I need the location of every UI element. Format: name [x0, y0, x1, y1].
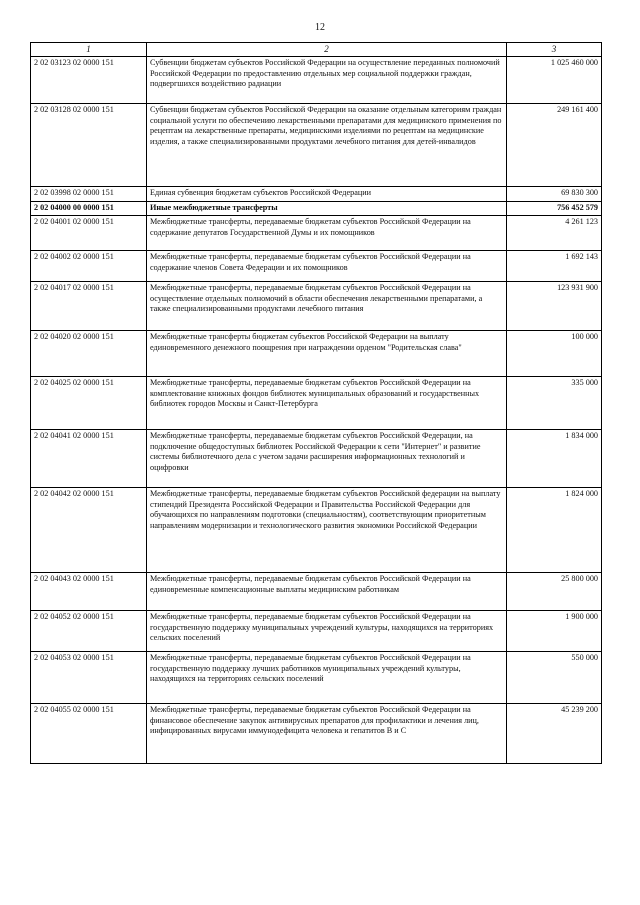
row-amount: 335 000 — [507, 377, 602, 430]
row-amount: 1 025 460 000 — [507, 57, 602, 104]
row-code: 2 02 04041 02 0000 151 — [31, 430, 147, 488]
row-amount: 249 161 400 — [507, 104, 602, 187]
row-description: Иные межбюджетные трансферты — [147, 201, 507, 216]
table-row — [31, 573, 602, 611]
row-code: 2 02 04017 02 0000 151 — [31, 282, 147, 331]
row-amount: 1 692 143 — [507, 251, 602, 282]
row-code: 2 02 04053 02 0000 151 — [31, 652, 147, 704]
row-code: 2 02 04001 02 0000 151 — [31, 216, 147, 251]
row-description: Межбюджетные трансферты, передаваемые бюджетам субъектов Российской Федерации на единовременные компенсационные выплаты медицинским работникам — [147, 573, 507, 611]
table-row — [31, 216, 602, 251]
row-code: 2 02 04020 02 0000 151 — [31, 331, 147, 377]
column-header-description: 2 — [147, 43, 507, 57]
row-amount: 25 800 000 — [507, 573, 602, 611]
row-amount: 550 000 — [507, 652, 602, 704]
row-code: 2 02 04043 02 0000 151 — [31, 573, 147, 611]
row-description: Межбюджетные трансферты, передаваемые бюджетам субъектов Российской федерации на выплату стипендий Президента Российской Федерации и Правительства Российской Федерации для обучающихся по направлениям подготовки (специальностям), соответствующим приоритетным направлениям модернизации и технологического развития экономики Российской Федерации — [147, 488, 507, 573]
table-row — [31, 488, 602, 573]
row-description: Межбюджетные трансферты бюджетам субъектов Российской Федерации на выплату единовременного денежного поощрения при награждении орденом "Родительская слава" — [147, 331, 507, 377]
budget-table — [30, 42, 602, 764]
row-amount: 1 824 000 — [507, 488, 602, 573]
row-description: Межбюджетные трансферты, передаваемые бюджетам субъектов Российской Федерации на государственную поддержку лучших работников муниципальных учреждений культуры, находящихся на территориях сельских поселений — [147, 652, 507, 704]
row-code: 2 02 04000 00 0000 151 — [31, 201, 147, 216]
row-code: 2 02 04025 02 0000 151 — [31, 377, 147, 430]
table-row — [31, 104, 602, 187]
row-amount: 123 931 900 — [507, 282, 602, 331]
table-row — [31, 430, 602, 488]
row-amount: 69 830 300 — [507, 187, 602, 202]
row-amount: 45 239 200 — [507, 704, 602, 764]
row-description: Межбюджетные трансферты, передаваемые бюджетам субъектов Российской Федерации на содержание членов Совета Федерации и их помощников — [147, 251, 507, 282]
table-row — [31, 187, 602, 202]
row-amount: 756 452 579 — [507, 201, 602, 216]
row-code: 2 02 04055 02 0000 151 — [31, 704, 147, 764]
table-row — [31, 57, 602, 104]
row-code: 2 02 04042 02 0000 151 — [31, 488, 147, 573]
row-amount: 1 834 000 — [507, 430, 602, 488]
row-code: 2 02 04002 02 0000 151 — [31, 251, 147, 282]
table-row — [31, 331, 602, 377]
row-description: Единая субвенция бюджетам субъектов Российской Федерации — [147, 187, 507, 202]
row-description: Межбюджетные трансферты, передаваемые бюджетам субъектов Российской Федерации на осуществление отдельных полномочий в области обеспечения лекарственными препаратами, а также специализированными продуктами лечебного питания — [147, 282, 507, 331]
row-code: 2 02 04052 02 0000 151 — [31, 611, 147, 652]
row-description: Межбюджетные трансферты, передаваемые бюджетам субъектов Российской Федерации, на подключение общедоступных библиотек Российской Федерации к сети "Интернет" и развитие системы библиотечного дела с учетом задачи расширения информационных технологий и оцифровки — [147, 430, 507, 488]
row-amount: 4 261 123 — [507, 216, 602, 251]
row-description: Субвенции бюджетам субъектов Российской Федерации на оказание отдельным категориям граждан социальной услуги по обеспечению лекарственными препаратами для медицинского применения по рецептам на лекарственные препараты, медицинскими изделиями по рецептам на медицинские изделия, а также специализированными продуктами лечебного питания для детей-инвалидов — [147, 104, 507, 187]
table-header-row — [31, 43, 602, 57]
row-code: 2 02 03128 02 0000 151 — [31, 104, 147, 187]
table-row — [31, 282, 602, 331]
table-row — [31, 652, 602, 704]
row-amount: 100 000 — [507, 331, 602, 377]
row-description: Межбюджетные трансферты, передаваемые бюджетам субъектов Российской Федерации на комплектование книжных фондов библиотек муниципальных образований и государственных библиотек городов Москвы и Санкт-Петербурга — [147, 377, 507, 430]
row-description: Субвенции бюджетам субъектов Российской Федерации на осуществление переданных полномочий Российской Федерации по предоставлению отдельных мер социальной поддержки граждан, подвергшихся воздействию радиации — [147, 57, 507, 104]
column-header-amount: 3 — [507, 43, 602, 57]
row-code: 2 02 03998 02 0000 151 — [31, 187, 147, 202]
table-row — [31, 201, 602, 216]
row-description: Межбюджетные трансферты, передаваемые бюджетам субъектов Российской Федерации на содержание депутатов Государственной Думы и их помощников — [147, 216, 507, 251]
page-number: 12 — [315, 22, 325, 33]
table-row — [31, 377, 602, 430]
table-row — [31, 704, 602, 764]
row-description: Межбюджетные трансферты, передаваемые бюджетам субъектов Российской Федерации на финансовое обеспечение закупок антивирусных препаратов для профилактики и лечения лиц, инфицированных вирусами иммунодефицита человека и гепатитов В и С — [147, 704, 507, 764]
table-row — [31, 611, 602, 652]
row-code: 2 02 03123 02 0000 151 — [31, 57, 147, 104]
row-amount: 1 900 000 — [507, 611, 602, 652]
row-description: Межбюджетные трансферты, передаваемые бюджетам субъектов Российской Федерации на государственную поддержку муниципальных учреждений культуры, находящихся на территориях сельских поселений — [147, 611, 507, 652]
table-row — [31, 251, 602, 282]
column-header-code: 1 — [31, 43, 147, 57]
